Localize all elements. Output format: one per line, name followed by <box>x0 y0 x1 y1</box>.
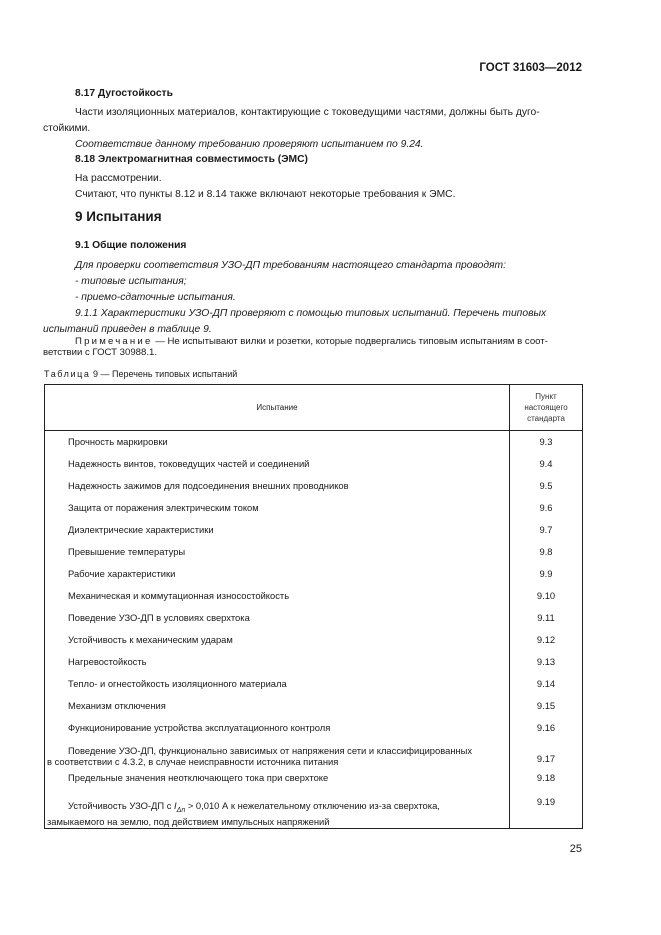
test-clause: 9.6 <box>510 497 583 519</box>
para-line: испытаний приведен в таблице 9. <box>43 324 212 335</box>
test-clause: 9.16 <box>510 717 583 739</box>
table-row <box>45 431 583 454</box>
table-row <box>45 563 583 585</box>
test-name: Прочность маркировки <box>45 431 510 454</box>
table-row <box>45 739 583 767</box>
section-8-17-para-1 <box>43 105 582 137</box>
note <box>43 336 582 358</box>
section-9-1-title: 9.1 Общие положения <box>75 240 187 251</box>
table-row <box>45 497 583 519</box>
test-clause: 9.9 <box>510 563 583 585</box>
test-clause: 9.4 <box>510 453 583 475</box>
para-line: стойкими. <box>43 123 91 134</box>
table-row <box>45 651 583 673</box>
test-name: Защита от поражения электрическим током <box>45 497 510 519</box>
test-clause: 9.17 <box>510 739 583 767</box>
standard-header: ГОСТ 31603—2012 <box>479 62 582 74</box>
table-row <box>45 475 583 497</box>
table-row <box>45 519 583 541</box>
section-9-1-1-para <box>43 306 582 338</box>
current-subscript: Δn <box>176 806 186 814</box>
note-line: ветствии с ГОСТ 30988.1. <box>43 347 158 358</box>
table-caption-label: Таблица <box>44 369 91 379</box>
test-clause: 9.5 <box>510 475 583 497</box>
section-8-17-para-2: Соответствие данному требованию проверяют испытанием по 9.24. <box>75 139 424 150</box>
test-name: Тепло- и огнестойкость изоляционного материала <box>45 673 510 695</box>
test-name: Превышение температуры <box>45 541 510 563</box>
test-clause: 9.3 <box>510 431 583 454</box>
table-row <box>45 629 583 651</box>
table-row <box>45 453 583 475</box>
column-header-clause <box>510 385 583 431</box>
test-clause: 9.18 <box>510 767 583 789</box>
test-name <box>45 789 510 829</box>
para-line: Части изоляционных материалов, контактирующие с токоведущими частями, должны быть дуго- <box>75 107 540 118</box>
test-name: Механическая и коммутационная износостойкость <box>45 585 510 607</box>
header-line: настоящего <box>524 403 568 412</box>
test-name: Функционирование устройства эксплуатационного контроля <box>45 717 510 739</box>
test-name: Рабочие характеристики <box>45 563 510 585</box>
note-line <box>75 336 582 347</box>
test-name: Предельные значения неотключающего тока при сверхтоке <box>45 767 510 789</box>
section-8-18-title: 8.18 Электромагнитная совместимость (ЭМС) <box>75 154 308 165</box>
section-8-18-para-2: Считают, что пункты 8.12 и 8.14 также включают некоторые требования к ЭМС. <box>75 189 456 200</box>
test-name-line: замыкаемого на землю, под действием импульсных напряжений <box>47 815 330 827</box>
test-clause: 9.19 <box>510 789 583 829</box>
test-clause: 9.12 <box>510 629 583 651</box>
list-item-acceptance-tests: - приемо-сдаточные испытания. <box>75 292 236 303</box>
table-row <box>45 541 583 563</box>
test-name-line: в соответствии с 4.3.2, в случае неисправности источника питания <box>47 756 339 767</box>
table-row <box>45 607 583 629</box>
name-part: Устойчивость УЗО-ДП с <box>68 800 175 811</box>
test-name: Надежность зажимов для подсоединения внешних проводников <box>45 475 510 497</box>
list-item-type-tests: - типовые испытания; <box>75 276 187 287</box>
test-clause: 9.13 <box>510 651 583 673</box>
current-symbol: I <box>174 800 177 811</box>
table-row <box>45 585 583 607</box>
test-name: Поведение УЗО-ДП в условиях сверхтока <box>45 607 510 629</box>
test-clause: 9.10 <box>510 585 583 607</box>
table-row <box>45 717 583 739</box>
test-name <box>45 739 510 767</box>
column-header-test: Испытание <box>45 385 510 431</box>
name-part: > 0,010 А к нежелательному отключению из-за сверхтока, <box>185 800 440 811</box>
header-line: Пункт <box>535 392 557 401</box>
section-8-18-para-1: На рассмотрении. <box>75 173 162 184</box>
table-header-row <box>45 385 583 431</box>
test-name: Диэлектрические характеристики <box>45 519 510 541</box>
test-name-line <box>68 800 509 816</box>
test-name: Механизм отключения <box>45 695 510 717</box>
section-9-1-para-1: Для проверки соответствия УЗО-ДП требованиям настоящего стандарта проводят: <box>75 260 506 271</box>
test-clause: 9.8 <box>510 541 583 563</box>
section-8-17-title: 8.17 Дугостойкость <box>75 88 173 99</box>
table-caption <box>44 369 237 379</box>
test-clause: 9.11 <box>510 607 583 629</box>
page-number: 25 <box>569 843 582 855</box>
table-caption-text: 9 — Перечень типовых испытаний <box>90 369 238 379</box>
test-clause: 9.15 <box>510 695 583 717</box>
tests-table <box>44 384 583 829</box>
test-clause: 9.14 <box>510 673 583 695</box>
para-line: 9.1.1 Характеристики УЗО-ДП проверяют с помощью типовых испытаний. Перечень типовых <box>75 308 547 319</box>
table-row <box>45 789 583 829</box>
test-name: Надежность винтов, токоведущих частей и соединений <box>45 453 510 475</box>
table-row <box>45 767 583 789</box>
note-label: Примечание <box>75 336 153 347</box>
test-name: Устойчивость к механическим ударам <box>45 629 510 651</box>
table-row <box>45 673 583 695</box>
test-name-line: Поведение УЗО-ДП, функционально зависимых от напряжения сети и классифицированных <box>68 745 473 756</box>
test-clause: 9.7 <box>510 519 583 541</box>
section-9-title: 9 Испытания <box>75 209 162 224</box>
header-line: стандарта <box>527 414 565 423</box>
note-text: — Не испытывают вилки и розетки, которые подвергались типовым испытаниям в соот- <box>152 336 548 347</box>
table-row <box>45 695 583 717</box>
test-name: Нагревостойкость <box>45 651 510 673</box>
